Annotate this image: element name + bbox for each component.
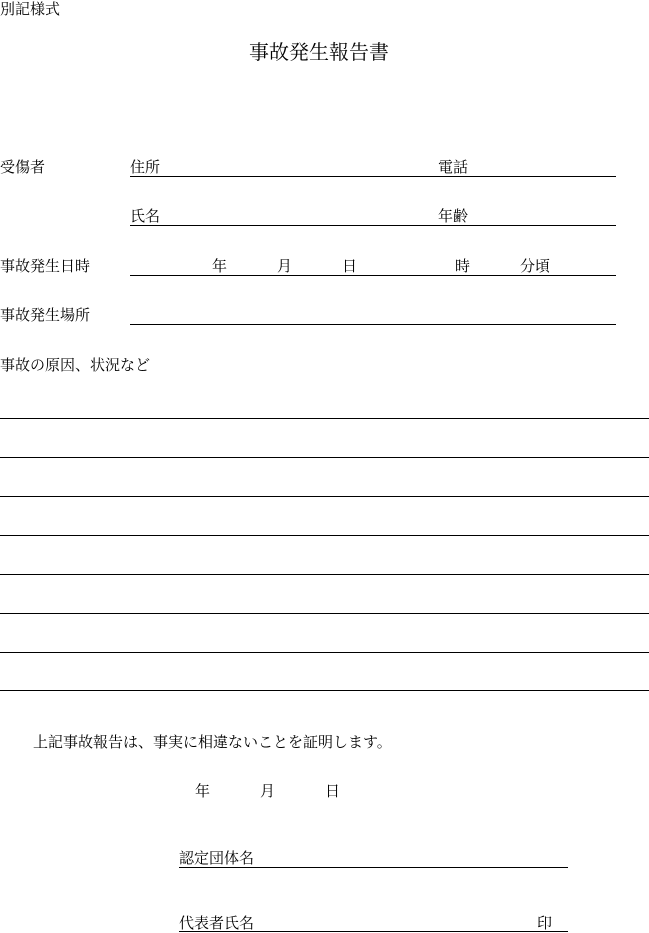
datetime-minute-label: 分頃 (520, 257, 551, 275)
cause-line[interactable] (0, 457, 649, 458)
cause-line[interactable] (0, 418, 649, 419)
place-field-line[interactable] (130, 324, 616, 325)
cause-line[interactable] (0, 690, 649, 691)
datetime-label: 事故発生日時 (0, 257, 91, 275)
certification-statement: 上記事故報告は、事実に相違ないことを証明します。 (33, 733, 392, 751)
cause-line[interactable] (0, 613, 649, 614)
datetime-field-line[interactable] (130, 275, 616, 276)
datetime-day-label: 日 (342, 257, 358, 275)
cert-day-label: 日 (325, 782, 341, 800)
victim-label: 受傷者 (0, 158, 46, 176)
representative-name-label: 代表者氏名 (179, 914, 255, 932)
datetime-month-label: 月 (277, 257, 293, 275)
cause-line[interactable] (0, 535, 649, 536)
cause-label: 事故の原因、状況など (0, 356, 151, 374)
org-name-field-line[interactable] (179, 867, 568, 868)
cause-line[interactable] (0, 652, 649, 653)
cert-month-label: 月 (260, 782, 276, 800)
cert-year-label: 年 (195, 782, 211, 800)
org-name-label: 認定団体名 (179, 849, 255, 867)
annex-label: 別記様式 (0, 0, 61, 18)
cause-line[interactable] (0, 496, 649, 497)
page-title: 事故発生報告書 (249, 40, 389, 64)
seal-label: 印 (537, 914, 553, 932)
datetime-hour-label: 時 (455, 257, 471, 275)
address-phone-field-line[interactable] (130, 176, 616, 177)
representative-name-field-line[interactable] (179, 931, 568, 932)
name-age-field-line[interactable] (130, 225, 616, 226)
address-label: 住所 (130, 158, 161, 176)
datetime-year-label: 年 (212, 257, 228, 275)
cause-line[interactable] (0, 574, 649, 575)
age-label: 年齢 (438, 207, 469, 225)
phone-label: 電話 (438, 158, 469, 176)
name-label: 氏名 (130, 207, 161, 225)
place-label: 事故発生場所 (0, 306, 91, 324)
